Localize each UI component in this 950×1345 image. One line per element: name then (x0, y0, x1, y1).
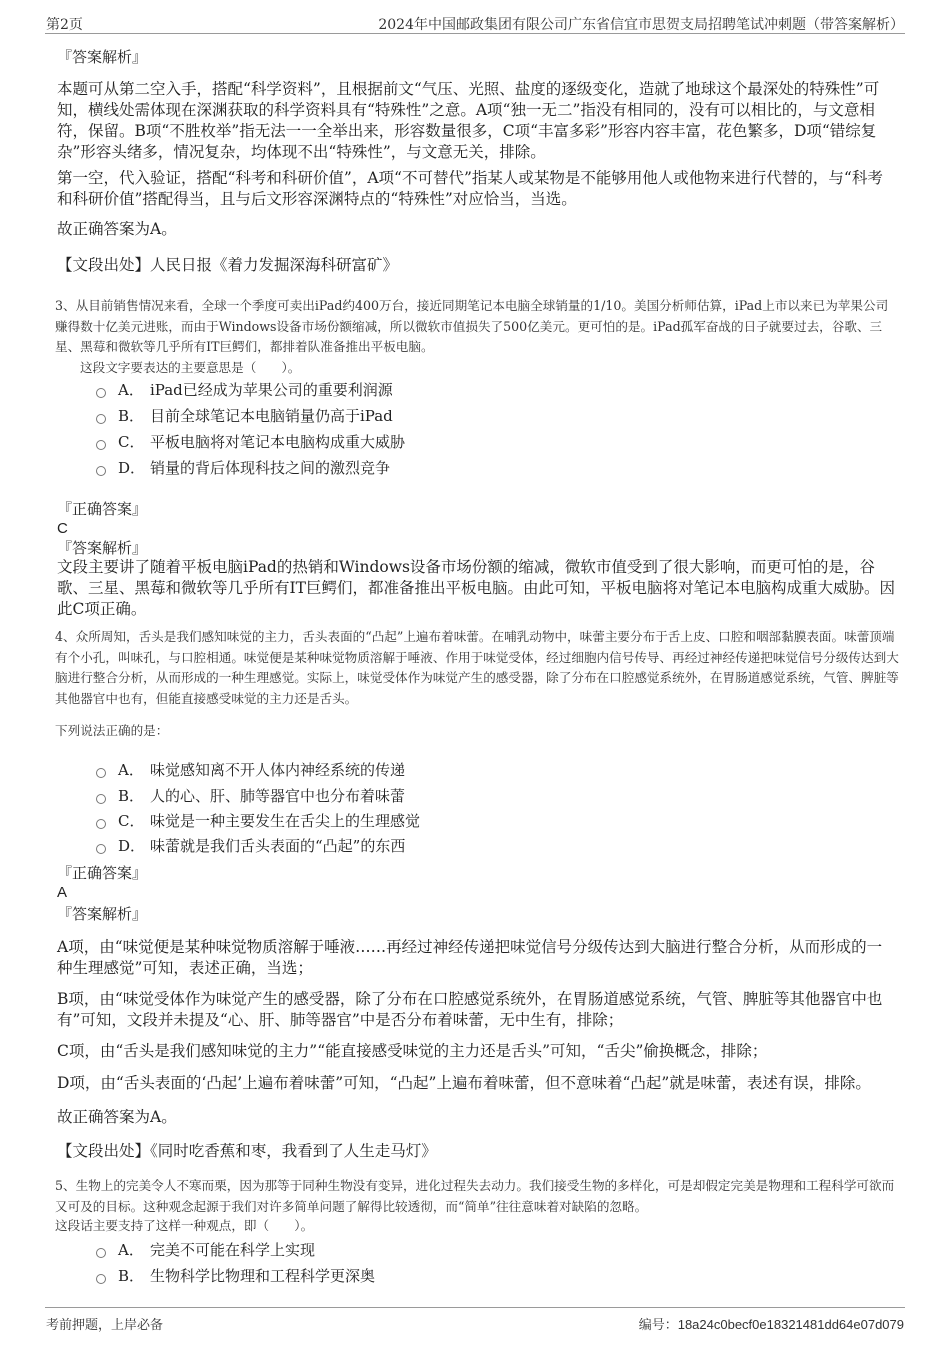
q2-analysis-label: 『答案解析』 (57, 48, 148, 66)
radio-icon[interactable] (96, 819, 106, 829)
radio-icon[interactable] (96, 844, 106, 854)
q3-answer-label: 『正确答案』 (57, 500, 148, 518)
q4-conclusion: 故正确答案为A。 (57, 1108, 177, 1126)
option-text: 味蕾就是我们舌头表面的“凸起”的东西 (150, 837, 406, 855)
q3-option-a[interactable] (96, 380, 393, 400)
radio-icon[interactable] (96, 1274, 106, 1284)
q4-analysis-b: B项，由“味觉受体作为味觉产生的感受器，除了分布在口腔感觉系统外，在胃肠道感觉系统，气管、脾脏等其他器官中也有”可知，文段并未提及“心、肝、肺等器官”中是否分布着味蕾，无中生有，排除； (57, 990, 883, 1029)
page-number: 第2页 (46, 17, 83, 33)
option-letter: A． (118, 381, 144, 399)
option-text: 完美不可能在科学上实现 (150, 1241, 316, 1259)
q4-option-d[interactable] (96, 836, 405, 856)
option-letter: D． (118, 459, 146, 477)
footer-divider (45, 1307, 905, 1308)
q4-analysis-c: C项，由“舌头是我们感知味觉的主力”“能直接感受味觉的主力还是舌头”可知，“舌尖”偷换概念，排除； (57, 1042, 768, 1060)
q4-prompt: 下列说法正确的是： (55, 723, 169, 738)
option-text: 目前全球笔记本电脑销量仍高于iPad (150, 407, 393, 425)
footer-code-value: 18a24c0becf0e18321481dd64e07d079 (677, 1317, 904, 1332)
footer-slogan: 考前押题，上岸必备 (46, 1318, 164, 1333)
option-letter: C． (118, 812, 145, 830)
q2-analysis-para2: 第一空，代入验证，搭配“科考和科研价值”，A项“不可替代”指某人或某物是不能够用他人或他物来进行代替的，与“科考和科研价值”搭配得当，且与后文形容深渊特点的“特殊性”对应恰当，当选。 (57, 169, 883, 208)
option-text: 平板电脑将对笔记本电脑构成重大威胁 (150, 433, 406, 451)
radio-icon[interactable] (96, 440, 106, 450)
q2-analysis-para1: 本题可从第二空入手，搭配“科学资料”，且根据前文“气压、光照、盐度的逐级变化，造就了地球这个最深处的特殊性”可知，横线处需体现在深渊获取的科学资料具有“特殊性”之意。A项“独一无二”指没有相同的，没有可以相比的，与文意相符，保留。B项“不胜枚举”指无法一一全举出来，形容数量很多，C项“丰富多彩”形容内容丰富，花色繁多，D项“错综复杂”形容头绪多，情况复杂，均体现不出“特殊性”，与文意无关，排除。 (57, 80, 880, 161)
q3-stem: 3、从目前销售情况来看，全球一个季度可卖出iPad约400万台，接近同期笔记本电脑全球销量的1/10。美国分析师估算，iPad上市以来已为苹果公司赚得数十亿美元进账，而由于Windows设备市场份额缩减，所以微软市值损失了500亿美元。更可怕的是。iPad孤军奋战的日子就要过去，谷歌、三星、黑莓和微软等几乎所有IT巨鳄们，都排着队准备推出平板电脑。 (55, 298, 889, 354)
option-letter: A． (118, 761, 144, 779)
q4-option-a[interactable] (96, 760, 405, 780)
option-text: 人的心、肝、肺等器官中也分布着味蕾 (150, 787, 406, 805)
option-letter: D． (118, 837, 146, 855)
option-text: 味觉是一种主要发生在舌尖上的生理感觉 (150, 812, 421, 830)
q4-answer-label: 『正确答案』 (57, 864, 148, 882)
q3-option-d[interactable] (96, 458, 390, 478)
q4-source: 【文段出处】《同时吃香蕉和枣，我看到了人生走马灯》 (57, 1142, 437, 1160)
footer-code (639, 1314, 904, 1333)
q5-prompt: 这段话主要支持了这样一种观点，即（ ）。 (55, 1218, 314, 1233)
header-divider (45, 33, 905, 34)
radio-icon[interactable] (96, 768, 106, 778)
q5-option-b[interactable] (96, 1266, 375, 1286)
option-text: 销量的背后体现科技之间的激烈竞争 (150, 459, 391, 477)
radio-icon[interactable] (96, 1248, 106, 1258)
option-letter: C． (118, 433, 145, 451)
q4-option-b[interactable] (96, 786, 405, 806)
q2-conclusion: 故正确答案为A。 (57, 220, 177, 238)
option-text: iPad已经成为苹果公司的重要利润源 (150, 381, 393, 399)
q3-option-b[interactable] (96, 406, 393, 426)
q3-analysis: 文段主要讲了随着平板电脑iPad的热销和Windows设备市场份额的缩减，微软市值受到了很大影响，而更可怕的是，谷歌、三星、黑莓和微软等几乎所有IT巨鳄们，都准备推出平板电脑。由此可知，平板电脑将对笔记本电脑构成重大威胁。因此C项正确。 (57, 558, 895, 618)
option-letter: B． (118, 1267, 145, 1285)
q4-analysis-d: D项，由“舌头表面的‘凸起’上遍布着味蕾”可知，“凸起”上遍布着味蕾，但不意味着“凸起”就是味蕾，表述有误，排除。 (57, 1074, 871, 1092)
footer-code-label: 编号： (638, 1318, 678, 1333)
option-letter: B． (118, 407, 145, 425)
radio-icon[interactable] (96, 794, 106, 804)
option-letter: B． (118, 787, 145, 805)
radio-icon[interactable] (96, 466, 106, 476)
q4-stem: 4、众所周知，舌头是我们感知味觉的主力，舌头表面的“凸起”上遍布着味蕾。在哺乳动物中，味蕾主要分布于舌上皮、口腔和咽部黏膜表面。味蕾顶端有个小孔，叫味孔，与口腔相通。味觉便是某种味觉物质溶解于唾液、作用于味觉受体，经过细胞内信号传导、再经过神经传递把味觉信号分级传达到大脑进行整合分析，从而形成的一种生理感觉。实际上，味觉受体作为味觉产生的感受器，除了分布在口腔感觉系统外，在胃肠道感觉系统，气管、脾脏等其他器官中也有，但能直接感受味觉的主力还是舌头。 (55, 629, 899, 706)
q4-answer: A (57, 884, 68, 901)
option-text: 生物科学比物理和工程科学更深奥 (150, 1267, 376, 1285)
document-title: 2024年中国邮政集团有限公司广东省信宜市思贺支局招聘笔试冲刺题（带答案解析） (378, 17, 904, 33)
q2-source: 【文段出处】人民日报《着力发掘深海科研富矿》 (57, 256, 399, 274)
q5-stem: 5、生物上的完美令人不寒而栗，因为那等于同种生物没有变异，进化过程失去动力。我们接受生物的多样化，可是却假定完美是物理和工程科学可欲而又可及的目标。这种观念起源于我们对许多简单问题了解得比较透彻，而“简单”往往意味着对缺陷的忽略。 (55, 1178, 895, 1214)
q3-prompt: 这段文字要表达的主要意思是（ ）。 (80, 360, 301, 375)
option-text: 味觉感知离不开人体内神经系统的传递 (150, 761, 406, 779)
q3-option-c[interactable] (96, 432, 405, 452)
q3-answer: C (57, 520, 68, 537)
q5-option-a[interactable] (96, 1240, 315, 1260)
option-letter: A． (118, 1241, 144, 1259)
q3-analysis-label: 『答案解析』 (57, 539, 148, 557)
radio-icon[interactable] (96, 388, 106, 398)
q4-analysis-label: 『答案解析』 (57, 905, 148, 923)
q4-analysis-a: A项，由“味觉便是某种味觉物质溶解于唾液……再经过神经传递把味觉信号分级传达到大脑进行整合分析，从而形成的一种生理感觉”可知，表述正确，当选； (57, 938, 883, 977)
radio-icon[interactable] (96, 414, 106, 424)
q4-option-c[interactable] (96, 811, 420, 831)
